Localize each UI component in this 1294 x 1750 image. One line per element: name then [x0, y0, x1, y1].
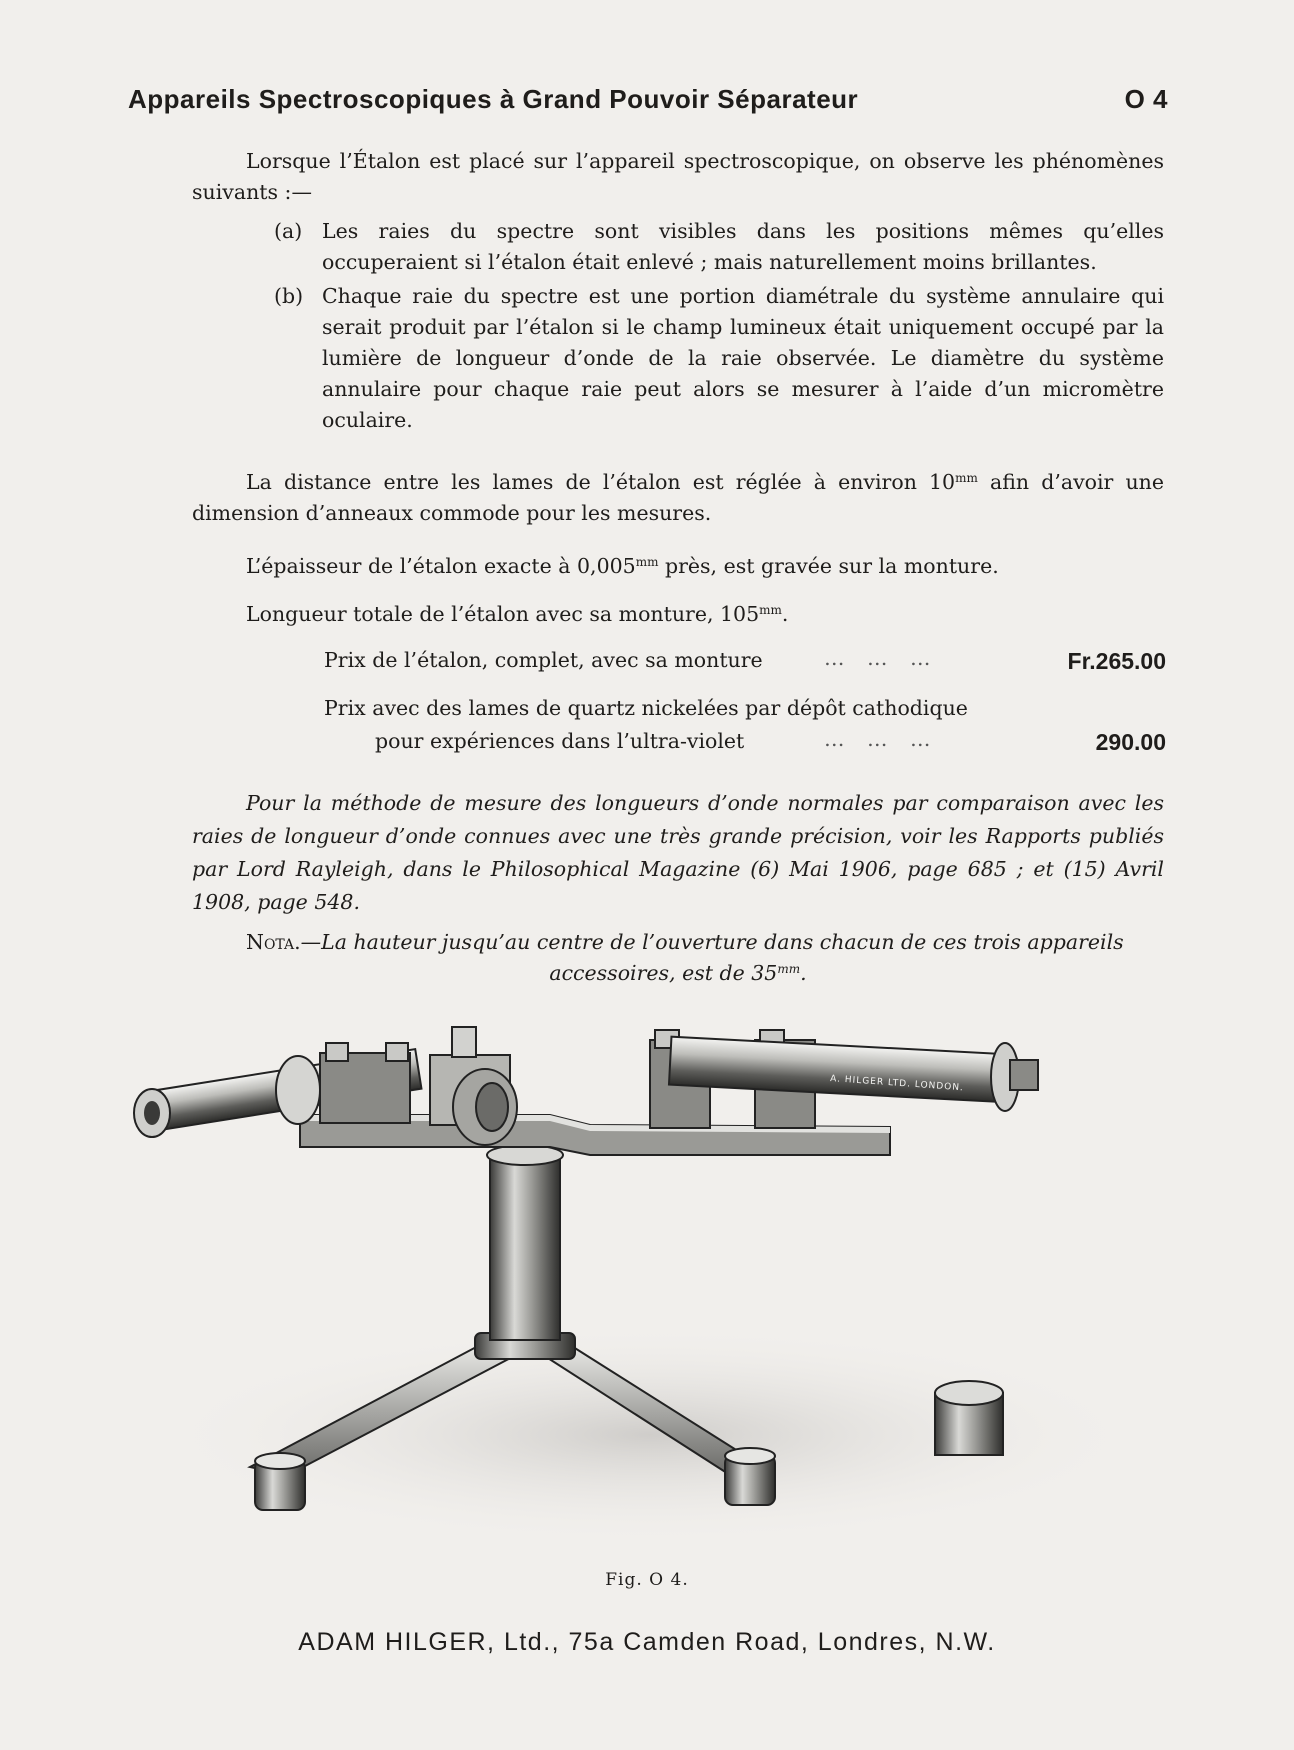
nota-label: Nota. [246, 930, 301, 954]
price-label: Prix de l’étalon, complet, avec sa monture [324, 648, 763, 672]
length-paragraph: Longueur totale de l’étalon avec sa monture, $105^{mm}$. [246, 602, 789, 626]
phenomena-list [274, 216, 1164, 439]
price-row-etalon [324, 648, 1166, 678]
list-marker: (b) [274, 284, 304, 308]
page-header [128, 84, 1168, 115]
spectroscope-illustration [130, 1015, 1160, 1545]
distance-paragraph: La distance entre les lames de l’étalon est réglée à environ $10^{mm}$ afin d’avoir une dimension d’anneaux commode pour les mesures. [192, 470, 1165, 525]
page-number: O 4 [1124, 84, 1168, 114]
publisher-footer: ADAM HILGER, Ltd., 75a Camden Road, Londres, N.W. [298, 1628, 996, 1656]
price-leader-dots: … … … [824, 646, 939, 670]
list-item [274, 216, 1164, 278]
price-row-quartz [324, 729, 1166, 759]
clamp-screw [452, 1027, 476, 1057]
method-note: Pour la méthode de mesure des longueurs d’onde normales par comparaison avec les raies de longueur d’onde connues avec une très grande précision, voir les Rapports publiés par Lord Rayleigh, dans le Philosophical Magazine (6) Mai 1906, page 685 ; et (15) Avril 1908, page 548. [192, 791, 1164, 914]
support-column [490, 1155, 560, 1340]
price-label-continued: pour expériences dans l’ultra-violet [375, 729, 745, 753]
nota-note: Nota.—La hauteur jusqu’au centre de l’ouverture dans chacun de ces trois appareils accessoires, est de $35^{mm}$. [246, 930, 1124, 985]
price-leader-dots: … … … [824, 727, 939, 751]
list-item-text: Chaque raie du spectre est une portion diamétrale du système annulaire qui serait produit par l’étalon si le champ lumineux était uniquement occupé par la lumière de longueur d’onde de la raie observée. Le diamètre du système annulaire pour chaque raie peut alors se mesurer à l’aide d’un micromètre oculaire. [322, 284, 1164, 432]
price-row-quartz-line1 [324, 696, 1166, 726]
thickness-paragraph: L’épaisseur de l’étalon exacte à $0,005^{mm}$ près, est gravée sur la monture. [246, 554, 999, 578]
slit-adjuster [1010, 1060, 1038, 1090]
page-title: Appareils Spectroscopiques à Grand Pouvoir Séparateur [128, 84, 859, 114]
intro-paragraph: Lorsque l’Étalon est placé sur l’appareil spectroscopique, on observe les phénomènes suivants :— [192, 149, 1164, 204]
list-marker: (a) [274, 219, 303, 243]
list-item [274, 281, 1164, 436]
price-value: 290.00 [1095, 729, 1166, 755]
engraving-text: A. HILGER LTD. LONDON. [829, 1074, 965, 1094]
list-item-text: Les raies du spectre sont visibles dans les positions mêmes qu’elles occuperaient si l’étalon était enlevé ; mais naturellement moins brillantes. [322, 219, 1164, 274]
price-label: Prix avec des lames de quartz nickelées par dépôt cathodique [324, 696, 968, 720]
figure-caption: Fig. O 4. [605, 1570, 689, 1590]
price-value: Fr.265.00 [1067, 648, 1166, 674]
telescope-bracket [320, 1053, 410, 1123]
